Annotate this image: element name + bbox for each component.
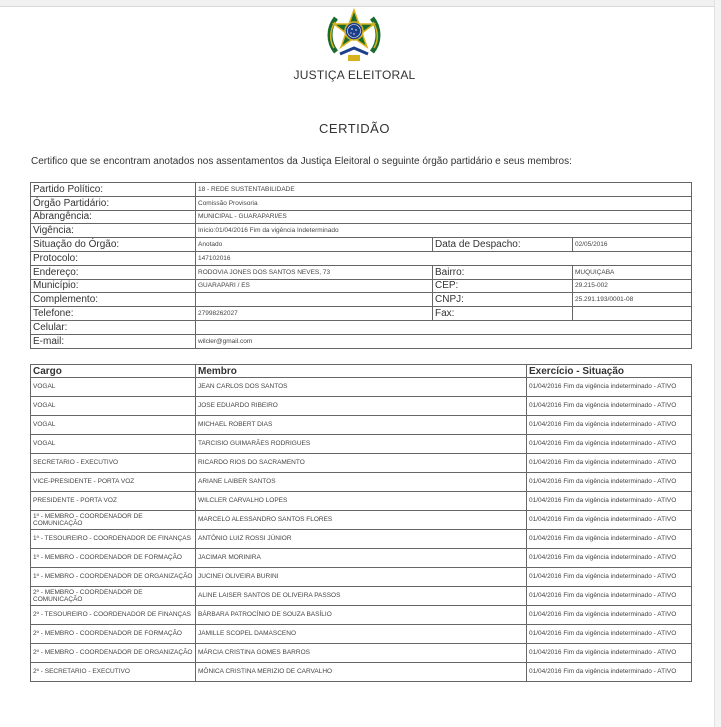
member-name: JAMILLE SCOPEL DAMASCENO xyxy=(196,625,527,644)
member-role: VOGAL xyxy=(31,435,196,454)
member-name: MICHAEL ROBERT DIAS xyxy=(196,416,527,435)
column-header-status: Exercício - Situação xyxy=(527,365,692,378)
member-status: 01/04/2016 Fim da vigência indeterminado - ATIVO xyxy=(527,530,692,549)
member-role: 1º - MEMBRO - COORDENADOR DE ORGANIZAÇÃO xyxy=(31,568,196,587)
table-row xyxy=(31,606,692,625)
member-role: 2º - MEMBRO - COORDENADOR DE COMUNICAÇÃO xyxy=(31,587,196,606)
table-row xyxy=(31,568,692,587)
wreath-right xyxy=(372,18,378,52)
table-row xyxy=(31,587,692,606)
member-status: 01/04/2016 Fim da vigência indeterminado - ATIVO xyxy=(527,397,692,416)
mobile-value xyxy=(196,320,692,334)
member-name: ARIANE LAIBER SANTOS xyxy=(196,473,527,492)
table-row xyxy=(31,625,692,644)
top-scroll-edge xyxy=(0,0,721,7)
info-row xyxy=(31,334,692,348)
column-header-role: Cargo xyxy=(31,365,196,378)
member-role: VICE-PRESIDENTE - PORTA VOZ xyxy=(31,473,196,492)
member-role: VOGAL xyxy=(31,378,196,397)
complement-value xyxy=(196,293,433,307)
member-name: JEAN CARLOS DOS SANTOS xyxy=(196,378,527,397)
table-row xyxy=(31,663,692,682)
table-row xyxy=(31,511,692,530)
member-status: 01/04/2016 Fim da vigência indeterminado - ATIVO xyxy=(527,587,692,606)
table-row xyxy=(31,492,692,511)
city-value: GUARAPARI / ES xyxy=(196,279,433,293)
member-name: BÁRBARA PATROCÍNIO DE SOUZA BASÍLIO xyxy=(196,606,527,625)
members-header-row xyxy=(31,365,692,378)
address-label: Endereço: xyxy=(31,265,196,279)
party-value: 18 - REDE SUSTENTABILIDADE xyxy=(196,183,692,197)
zip-label: CEP: xyxy=(433,279,573,293)
member-status: 01/04/2016 Fim da vigência indeterminado - ATIVO xyxy=(527,663,692,682)
wreath-left xyxy=(330,18,336,52)
scope-value: MUNICIPAL - GUARAPARI/ES xyxy=(196,210,692,224)
info-row xyxy=(31,251,692,265)
member-status: 01/04/2016 Fim da vigência indeterminado - ATIVO xyxy=(527,511,692,530)
zip-value: 29.215-002 xyxy=(573,279,692,293)
validity-value: Início:01/04/2016 Fim da vigência Indeterminado xyxy=(196,224,692,238)
party-label: Partido Político: xyxy=(31,183,196,197)
member-status: 01/04/2016 Fim da vigência indeterminado - ATIVO xyxy=(527,454,692,473)
member-status: 01/04/2016 Fim da vigência indeterminado - ATIVO xyxy=(527,549,692,568)
mobile-label: Celular: xyxy=(31,320,196,334)
protocol-label: Protocolo: xyxy=(31,251,196,265)
member-status: 01/04/2016 Fim da vigência indeterminado - ATIVO xyxy=(527,435,692,454)
member-name: WILCLER CARVALHO LOPES xyxy=(196,492,527,511)
status-value: Anotado xyxy=(196,238,433,252)
scope-label: Abrangência: xyxy=(31,210,196,224)
member-role: 1º - TESOUREIRO - COORDENADOR DE FINANÇAS xyxy=(31,530,196,549)
info-row xyxy=(31,183,692,197)
member-name: MÔNICA CRISTINA MERIZIO DE CARVALHO xyxy=(196,663,527,682)
member-status: 01/04/2016 Fim da vigência indeterminado - ATIVO xyxy=(527,473,692,492)
member-name: MÁRCIA CRISTINA GOMES BARROS xyxy=(196,644,527,663)
email-label: E-mail: xyxy=(31,334,196,348)
organ-value: Comissão Provisoria xyxy=(196,196,692,210)
status-label: Situação do Órgão: xyxy=(31,238,196,252)
member-role: 2º - MEMBRO - COORDENADOR DE ORGANIZAÇÃO xyxy=(31,644,196,663)
coat-of-arms-icon xyxy=(326,8,382,66)
cnpj-label: CNPJ: xyxy=(433,293,573,307)
table-row xyxy=(31,530,692,549)
member-role: 2º - SECRETARIO - EXECUTIVO xyxy=(31,663,196,682)
fax-value xyxy=(573,307,692,321)
city-label: Município: xyxy=(31,279,196,293)
protocol-value: 147102016 xyxy=(196,251,692,265)
member-role: 1º - MEMBRO - COORDENADOR DE COMUNICAÇÃO xyxy=(31,511,196,530)
member-role: 2º - TESOUREIRO - COORDENADOR DE FINANÇAS xyxy=(31,606,196,625)
table-row xyxy=(31,397,692,416)
validity-label: Vigência: xyxy=(31,224,196,238)
info-row xyxy=(31,279,692,293)
cnpj-value: 25.291.193/0001-08 xyxy=(573,293,692,307)
info-row xyxy=(31,224,692,238)
table-row xyxy=(31,549,692,568)
member-status: 01/04/2016 Fim da vigência indeterminado - ATIVO xyxy=(527,644,692,663)
member-role: 1º - MEMBRO - COORDENADOR DE FORMAÇÃO xyxy=(31,549,196,568)
member-name: JACIMAR MORINIRA xyxy=(196,549,527,568)
member-name: ALINE LAISER SANTOS DE OLIVEIRA PASSOS xyxy=(196,587,527,606)
member-role: SECRETARIO - EXECUTIVO xyxy=(31,454,196,473)
district-label: Bairro: xyxy=(433,265,573,279)
info-row xyxy=(31,320,692,334)
fax-label: Fax: xyxy=(433,307,573,321)
info-row xyxy=(31,210,692,224)
address-value: RODOVIA JONES DOS SANTOS NEVES, 73 xyxy=(196,265,433,279)
members-table xyxy=(30,364,692,682)
party-info-table xyxy=(30,182,692,349)
right-scroll-edge xyxy=(714,0,721,727)
phone-value: 27998262027 xyxy=(196,307,433,321)
member-name: MARCELO ALESSANDRO SANTOS FLORES xyxy=(196,511,527,530)
member-status: 01/04/2016 Fim da vigência indeterminado - ATIVO xyxy=(527,625,692,644)
table-row xyxy=(31,473,692,492)
member-name: ANTÔNIO LUIZ ROSSI JÚNIOR xyxy=(196,530,527,549)
member-status: 01/04/2016 Fim da vigência indeterminado - ATIVO xyxy=(527,568,692,587)
organization-name: JUSTIÇA ELEITORAL xyxy=(293,68,416,82)
member-name: JOSE EDUARDO RIBEIRO xyxy=(196,397,527,416)
complement-label: Complemento: xyxy=(31,293,196,307)
email-value: wilcler@gmail.com xyxy=(196,334,692,348)
member-status: 01/04/2016 Fim da vigência indeterminado - ATIVO xyxy=(527,492,692,511)
table-row xyxy=(31,454,692,473)
member-name: TARCISIO GUIMARÃES RODRIGUES xyxy=(196,435,527,454)
column-header-member: Membro xyxy=(196,365,527,378)
members-body xyxy=(31,378,692,682)
member-role: 2º - MEMBRO - COORDENADOR DE FORMAÇÃO xyxy=(31,625,196,644)
table-row xyxy=(31,416,692,435)
info-row xyxy=(31,307,692,321)
info-row xyxy=(31,293,692,307)
dispatch-date-value: 02/05/2016 xyxy=(573,238,692,252)
member-status: 01/04/2016 Fim da vigência indeterminado - ATIVO xyxy=(527,606,692,625)
member-name: RICARDO RIOS DO SACRAMENTO xyxy=(196,454,527,473)
dispatch-date-label: Data de Despacho: xyxy=(433,238,573,252)
info-row xyxy=(31,196,692,210)
table-row xyxy=(31,435,692,454)
intro-text: Certifico que se encontram anotados nos assentamentos da Justiça Eleitoral o seguinte órgão partidário e seus membros: xyxy=(31,156,572,167)
table-row xyxy=(31,378,692,397)
info-row xyxy=(31,238,692,252)
member-status: 01/04/2016 Fim da vigência indeterminado - ATIVO xyxy=(527,416,692,435)
member-name: JUCINEI OLIVEIRA BURINI xyxy=(196,568,527,587)
member-role: VOGAL xyxy=(31,416,196,435)
organ-label: Órgão Partidário: xyxy=(31,196,196,210)
member-role: PRESIDENTE - PORTA VOZ xyxy=(31,492,196,511)
district-value: MUQUIÇABA xyxy=(573,265,692,279)
member-status: 01/04/2016 Fim da vigência indeterminado - ATIVO xyxy=(527,378,692,397)
info-row xyxy=(31,265,692,279)
document-title: CERTIDÃO xyxy=(319,121,390,136)
member-role: VOGAL xyxy=(31,397,196,416)
phone-label: Telefone: xyxy=(31,307,196,321)
table-row xyxy=(31,644,692,663)
